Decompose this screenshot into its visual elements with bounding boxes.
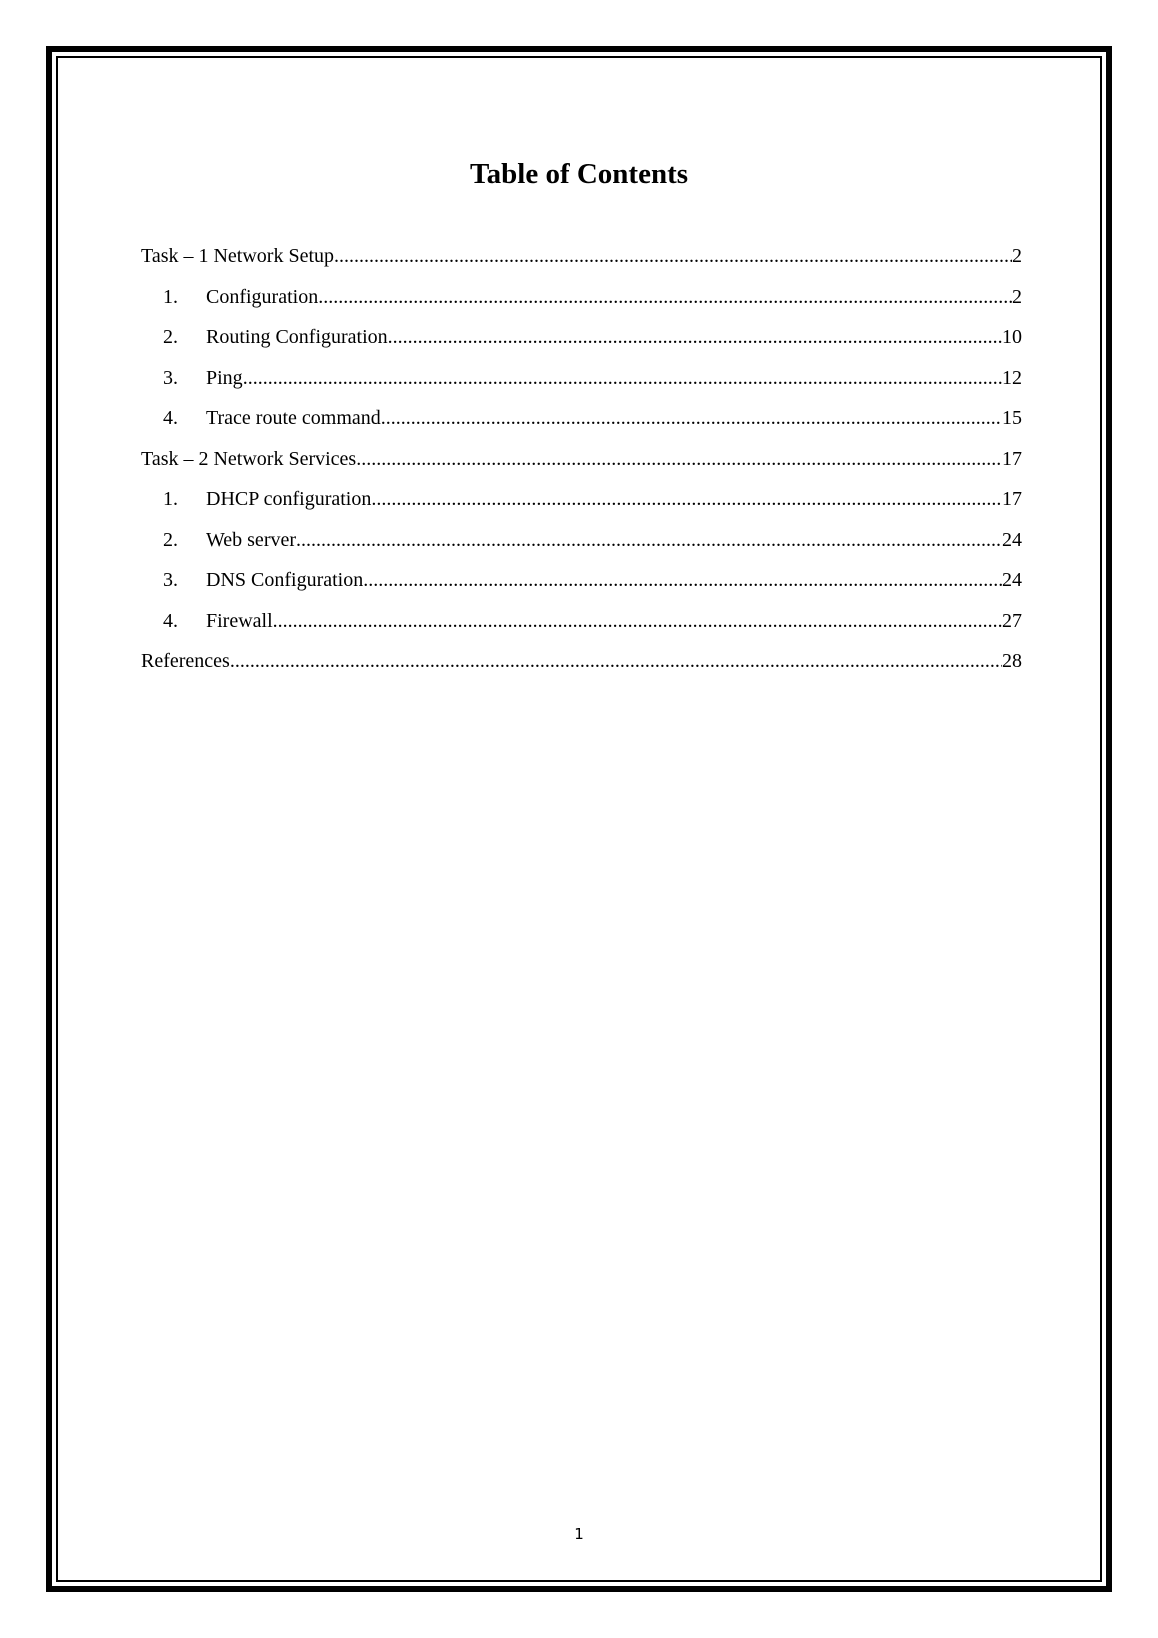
toc-entry-label: References <box>141 650 230 672</box>
toc-entry[interactable] <box>141 439 1022 480</box>
toc-leader-dots <box>356 439 1002 480</box>
toc-entry-page: 15 <box>1002 407 1022 429</box>
toc-leader-dots <box>334 236 1012 277</box>
toc-entry-page: 28 <box>1002 650 1022 672</box>
toc-leader-dots <box>363 560 1002 601</box>
table-of-contents <box>141 236 1022 682</box>
toc-entry[interactable] <box>141 277 1022 318</box>
toc-entry[interactable] <box>141 398 1022 439</box>
toc-leader-dots <box>381 398 1002 439</box>
toc-entry[interactable] <box>141 641 1022 682</box>
toc-entry-page: 17 <box>1002 447 1022 470</box>
toc-leader-dots <box>230 641 1002 682</box>
toc-leader-dots <box>296 520 1002 561</box>
page-title: Table of Contents <box>469 158 689 191</box>
toc-entry-number: 4. <box>163 609 178 632</box>
toc-entry-page: 2 <box>1012 285 1022 308</box>
toc-entry-label: Web server <box>206 528 297 551</box>
toc-entry-number: 2. <box>163 326 178 348</box>
toc-entry-label: Routing Configuration <box>206 326 388 348</box>
toc-leader-dots <box>273 601 1002 642</box>
toc-entry-label: Ping <box>206 366 243 389</box>
toc-entry-number: 4. <box>163 407 178 429</box>
toc-entry-label: Task – 1 Network Setup <box>141 245 335 267</box>
toc-leader-dots <box>243 358 1002 399</box>
toc-entry-label: Trace route command <box>206 407 381 429</box>
toc-leader-dots <box>318 277 1012 318</box>
toc-entry[interactable] <box>141 601 1022 642</box>
toc-entry[interactable] <box>141 520 1022 561</box>
toc-entry-label: Firewall <box>206 609 273 632</box>
toc-entry-label: Configuration <box>206 285 319 308</box>
toc-entry-number: 3. <box>163 569 178 591</box>
toc-entry[interactable] <box>141 560 1022 601</box>
toc-entry-page: 2 <box>1012 245 1022 267</box>
toc-entry-page: 27 <box>1002 609 1022 632</box>
toc-entry[interactable] <box>141 358 1022 399</box>
toc-leader-dots <box>388 317 1002 358</box>
toc-entry-number: 1. <box>163 285 178 308</box>
page-number: 1 <box>574 1525 584 1543</box>
toc-entry[interactable] <box>141 236 1022 277</box>
toc-entry-number: 1. <box>163 488 178 510</box>
toc-entry-page: 17 <box>1002 488 1022 510</box>
toc-entry[interactable] <box>141 317 1022 358</box>
toc-entry[interactable] <box>141 479 1022 520</box>
toc-entry-page: 24 <box>1002 528 1022 551</box>
toc-entry-label: DHCP configuration <box>206 488 372 510</box>
toc-entry-page: 24 <box>1002 569 1022 591</box>
toc-entry-number: 2. <box>163 528 178 551</box>
toc-entry-label: Task – 2 Network Services <box>141 447 357 470</box>
toc-entry-page: 12 <box>1002 366 1022 389</box>
toc-entry-page: 10 <box>1002 326 1022 348</box>
toc-entry-label: DNS Configuration <box>206 569 364 591</box>
toc-leader-dots <box>371 479 1002 520</box>
toc-entry-number: 3. <box>163 366 178 389</box>
